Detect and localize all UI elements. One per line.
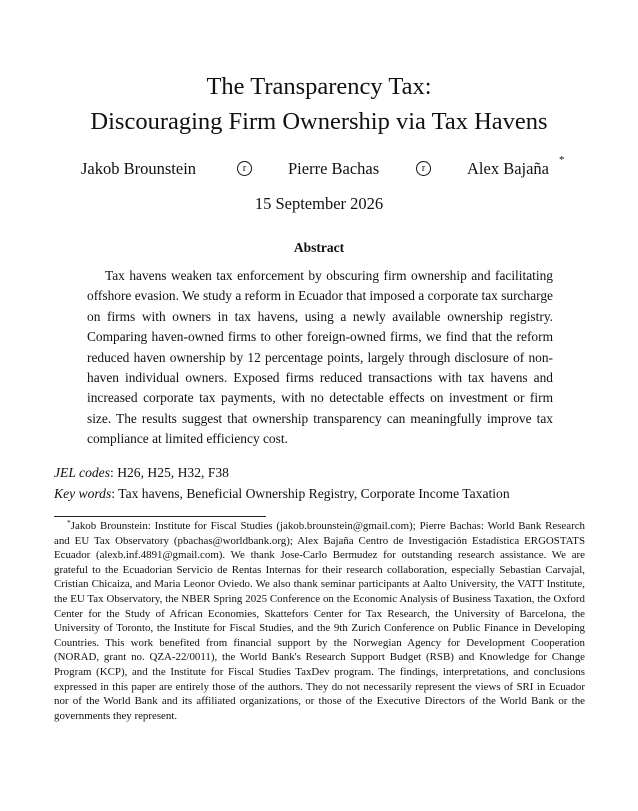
paper-date: 15 September 2026 [254, 194, 384, 213]
author-footnote-mark: * [559, 154, 565, 166]
jel-codes [54, 463, 229, 483]
jel-codes-label: JEL codes [54, 465, 111, 480]
footnote-text: Jakob Brounstein: Institute for Fiscal Studies (jakob.brounstein@gmail.com); Pierre Bachas: World Bank Research and EU Tax Observatory (pbachas@worldbank.org); Alex Bajaña Centro de Investigación Estadística ERGOSTATS Ecuador (alexb.inf.4891@gmail.com). We thank Jose-Carlo Bermudez for outstanding research assistance. We are grateful to the Ecuadorian Servicio de Rentas Internas for their research collaboration, especially Sebastian Carvajal, Cristian Chicaiza, and Maria Leonor Oviedo. We also thank seminar participants at Aalto University, the VATT Institute, the EU Tax Observatory, the NBER Spring 2025 Conference on the Economic Analysis of Business Taxation, the Oxford Center for the Study of African Economies, Skattefors Center for Tax Research, the University of Barcelona, the University of Toronto, the Institute for Fiscal Studies, and the 9th Zurich Conference on Public Finance in Developing Countries. This work benefited from financial support by the Norwegian Agency for Development Cooperation (NORAD, grant no. QZA-22/0011), the World Bank's Research Support Budget (RSB) and Knowledge for Change Program (KCP), and the Institute for Fiscal Studies TaxDev program. The findings, interpretations, and conclusions expressed in this paper are entirely those of the authors. They do not necessarily represent the views of SRI in Ecuador nor of the World Bank and its affiliated organizations, or those of the Executive Directors of the World Bank or the governments they represent. [54, 520, 585, 722]
author-list [0, 154, 638, 183]
author-3: Alex Bajaña [467, 159, 550, 178]
key-words-label: Key words [54, 486, 112, 501]
key-words [54, 484, 510, 504]
abstract-text: Tax havens weaken tax enforcement by obscuring firm ownership and facilitating offshore evasion. We study a reform in Ecuador that imposed a corporate tax surcharge on firms with owners in tax havens, using a newly available ownership registry. Comparing haven-owned firms to other foreign-owned firms, we find that the reform reduced haven ownership by 12 percentage points, largely through disclosure of non-haven individual owners. Exposed firms reduced transactions with tax havens and increased corporate tax payments, with no detectable effects on investment or firm size. The results suggest that ownership transparency can meaningfully improve tax compliance at limited efficiency cost. [87, 268, 553, 447]
paper-title-line-2: Discouraging Firm Ownership via Tax Havens [90, 108, 548, 135]
author-1: Jakob Brounstein [81, 159, 197, 178]
abstract-heading: Abstract [293, 240, 345, 255]
paper-title-line-1: The Transparency Tax: [206, 73, 432, 100]
footnote-rule [54, 516, 266, 517]
footnote-mark: * [67, 518, 71, 527]
key-words-value: : Tax havens, Beneficial Ownership Registry, Corporate Income Taxation [111, 486, 510, 501]
author-2: Pierre Bachas [288, 159, 380, 178]
random-order-icon: r [237, 161, 252, 176]
random-order-icon: r [416, 161, 431, 176]
jel-codes-value: : H26, H25, H32, F38 [110, 465, 229, 480]
footnote [54, 519, 585, 723]
